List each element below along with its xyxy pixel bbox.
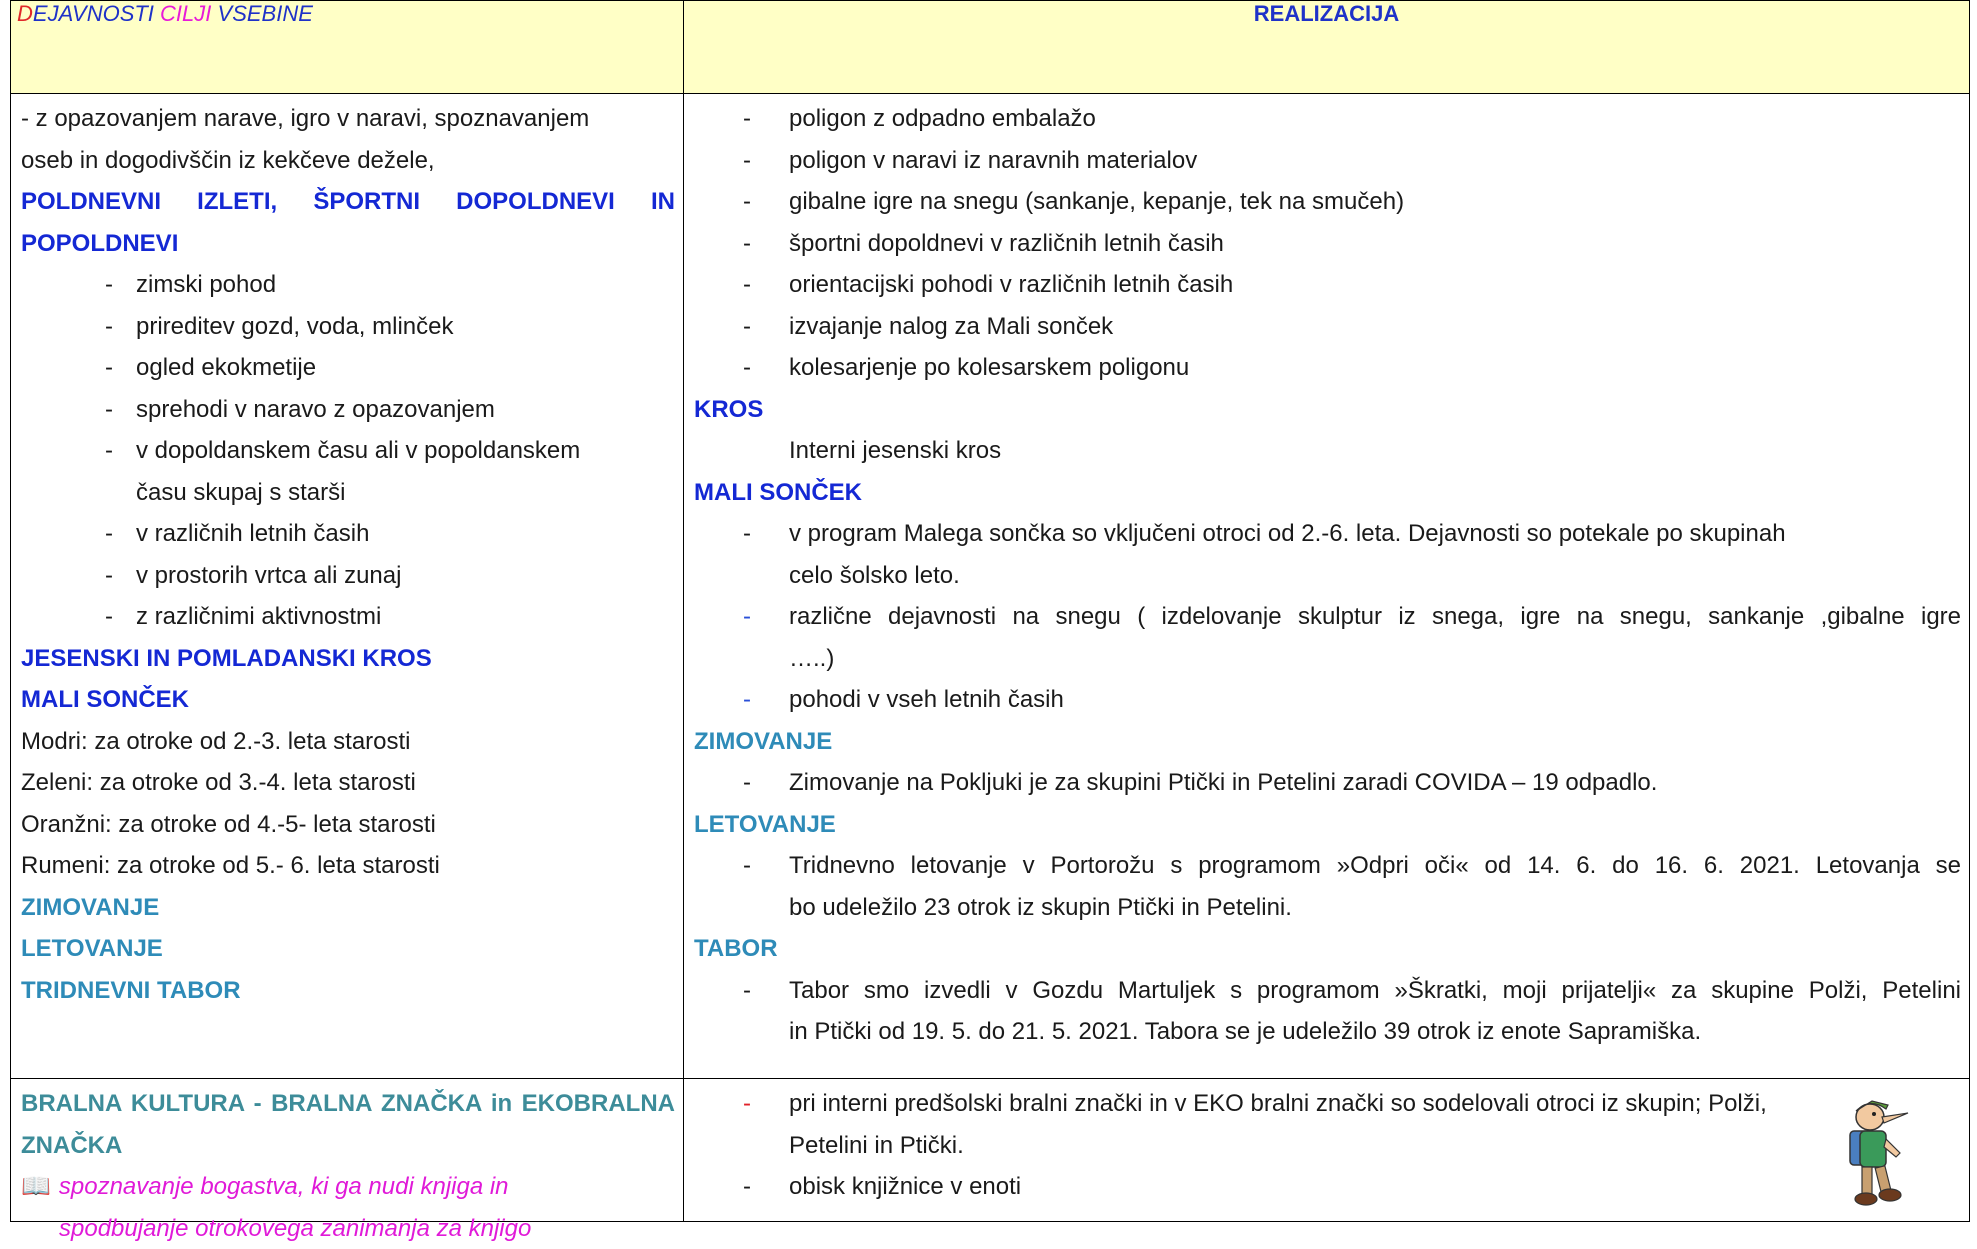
list-item: - ogled ekokmetije — [21, 347, 675, 389]
section-heading-zimovanje-real: ZIMOVANJE — [694, 721, 1961, 763]
reading-culture-heading-cont: ZNAČKA — [21, 1125, 675, 1167]
list-item: - prireditev gozd, voda, mlinček — [21, 306, 675, 348]
realization-item-continuation: …..) — [694, 638, 1961, 680]
realization-item: - poligon v naravi iz naravnih materialov — [694, 140, 1961, 182]
section-heading-excursions: POLDNEVNI IZLETI, ŠPORTNI DOPOLDNEVI IN — [21, 181, 675, 223]
list-item-continuation: času skupaj s starši — [21, 472, 675, 514]
header-activities-title — [11, 1, 683, 27]
program-table — [10, 0, 1970, 1222]
section-heading-tabor: TRIDNEVNI TABOR — [21, 970, 675, 1012]
list-item: - v različnih letnih časih — [21, 513, 675, 555]
realization-item: - v program Malega sončka so vključeni otroci od 2.-6. leta. Dejavnosti so potekale po skupinah — [694, 513, 1961, 555]
realization-item: - različne dejavnosti na snegu ( izdelovanje skulptur iz snega, igre na snegu, sankanje ,gibalne igre — [694, 596, 1961, 638]
section-heading-excursions-cont: POPOLDNEVI — [21, 223, 675, 265]
realization-item-continuation: Petelini in Ptički. — [694, 1125, 1961, 1167]
realization-item: - obisk knjižnice v enoti — [694, 1166, 1961, 1208]
section-heading-kros: KROS — [694, 389, 1961, 431]
section-heading-letovanje: LETOVANJE — [21, 928, 675, 970]
section-heading-cross: JESENSKI IN POMLADANSKI KROS — [21, 638, 675, 680]
reading-goal: 📖 spoznavanje bogastva, ki ga nudi knjiga in — [21, 1166, 675, 1208]
realization-cell — [684, 94, 1970, 1079]
realization-item: - kolesarjenje po kolesarskem poligonu — [694, 347, 1961, 389]
realization-item-continuation: in Ptički od 19. 5. do 21. 5. 2021. Tabora se je udeležilo 39 otrok iz enote Sapramiška. — [694, 1011, 1961, 1053]
section-heading-letovanje-real: LETOVANJE — [694, 804, 1961, 846]
realization-item: - Tabor smo izvedli v Gozdu Martuljek s programom »Škratki, moji prijatelji« za skupine Polži, Petelini — [694, 970, 1961, 1012]
reading-culture-cell — [11, 1079, 684, 1222]
list-item: - z različnimi aktivnostmi — [21, 596, 675, 638]
header-word-cilji: CILJI — [160, 1, 211, 26]
reading-goal-continuation: spodbujanje otrokovega zanimanja za knjigo — [21, 1208, 675, 1249]
realization-item: - Tridnevno letovanje v Portorožu s programom »Odpri oči« od 14. 6. do 16. 6. 2021. Letovanja se — [694, 845, 1961, 887]
realization-item-continuation: celo šolsko leto. — [694, 555, 1961, 597]
realization-item: - gibalne igre na snegu (sankanje, kepanje, tek na smučeh) — [694, 181, 1961, 223]
realization-item: - pri interni predšolski bralni znački in v EKO bralni znački so sodelovali otroci iz skupin; Polži, — [694, 1083, 1961, 1125]
reading-realization-cell — [684, 1079, 1970, 1222]
header-activities-cell — [11, 1, 684, 94]
section-heading-zimovanje: ZIMOVANJE — [21, 887, 675, 929]
group-line: Oranžni: za otroke od 4.-5- leta starosti — [21, 804, 675, 846]
section-heading-mali-soncek-real: MALI SONČEK — [694, 472, 1961, 514]
realization-item: - poligon z odpadno embalažo — [694, 98, 1961, 140]
header-word-dejavnosti: EJAVNOSTI — [33, 1, 160, 26]
group-line: Modri: za otroke od 2.-3. leta starosti — [21, 721, 675, 763]
header-realization-title: REALIZACIJA — [684, 1, 1969, 27]
section-heading-mali-soncek: MALI SONČEK — [21, 679, 675, 721]
reading-culture-heading: BRALNA KULTURA - BRALNA ZNAČKA in EKOBRALNA — [21, 1083, 675, 1125]
realization-item-continuation: bo udeležilo 23 otrok iz skupin Ptički in Petelini. — [694, 887, 1961, 929]
group-line: Zeleni: za otroke od 3.-4. leta starosti — [21, 762, 675, 804]
list-item: - v prostorih vrtca ali zunaj — [21, 555, 675, 597]
list-item: - zimski pohod — [21, 264, 675, 306]
group-line: Rumeni: za otroke od 5.- 6. leta starosti — [21, 845, 675, 887]
intro-line-2: oseb in dogodivščin iz kekčeve dežele, — [21, 140, 675, 182]
section-heading-tabor-real: TABOR — [694, 928, 1961, 970]
header-realization-cell — [684, 1, 1970, 94]
list-item: - v dopoldanskem času ali v popoldanskem — [21, 430, 675, 472]
realization-item: - Zimovanje na Pokljuki je za skupini Ptički in Petelini zaradi COVIDA – 19 odpadlo. — [694, 762, 1961, 804]
kros-text: Interni jesenski kros — [694, 430, 1961, 472]
realization-item: - športni dopoldnevi v različnih letnih časih — [694, 223, 1961, 265]
activities-cell — [11, 94, 684, 1079]
book-icon: 📖 — [21, 1173, 51, 1200]
realization-item: - izvajanje nalog za Mali sonček — [694, 306, 1961, 348]
hiking-boy-illustration — [1842, 1095, 1912, 1210]
header-word-vsebine: VSEBINE — [211, 1, 312, 26]
realization-item: - orientacijski pohodi v različnih letnih časih — [694, 264, 1961, 306]
intro-line-1: - z opazovanjem narave, igro v naravi, spoznavanjem — [21, 98, 675, 140]
list-item: - sprehodi v naravo z opazovanjem — [21, 389, 675, 431]
header-letter-d: D — [17, 1, 33, 26]
realization-item: - pohodi v vseh letnih časih — [694, 679, 1961, 721]
